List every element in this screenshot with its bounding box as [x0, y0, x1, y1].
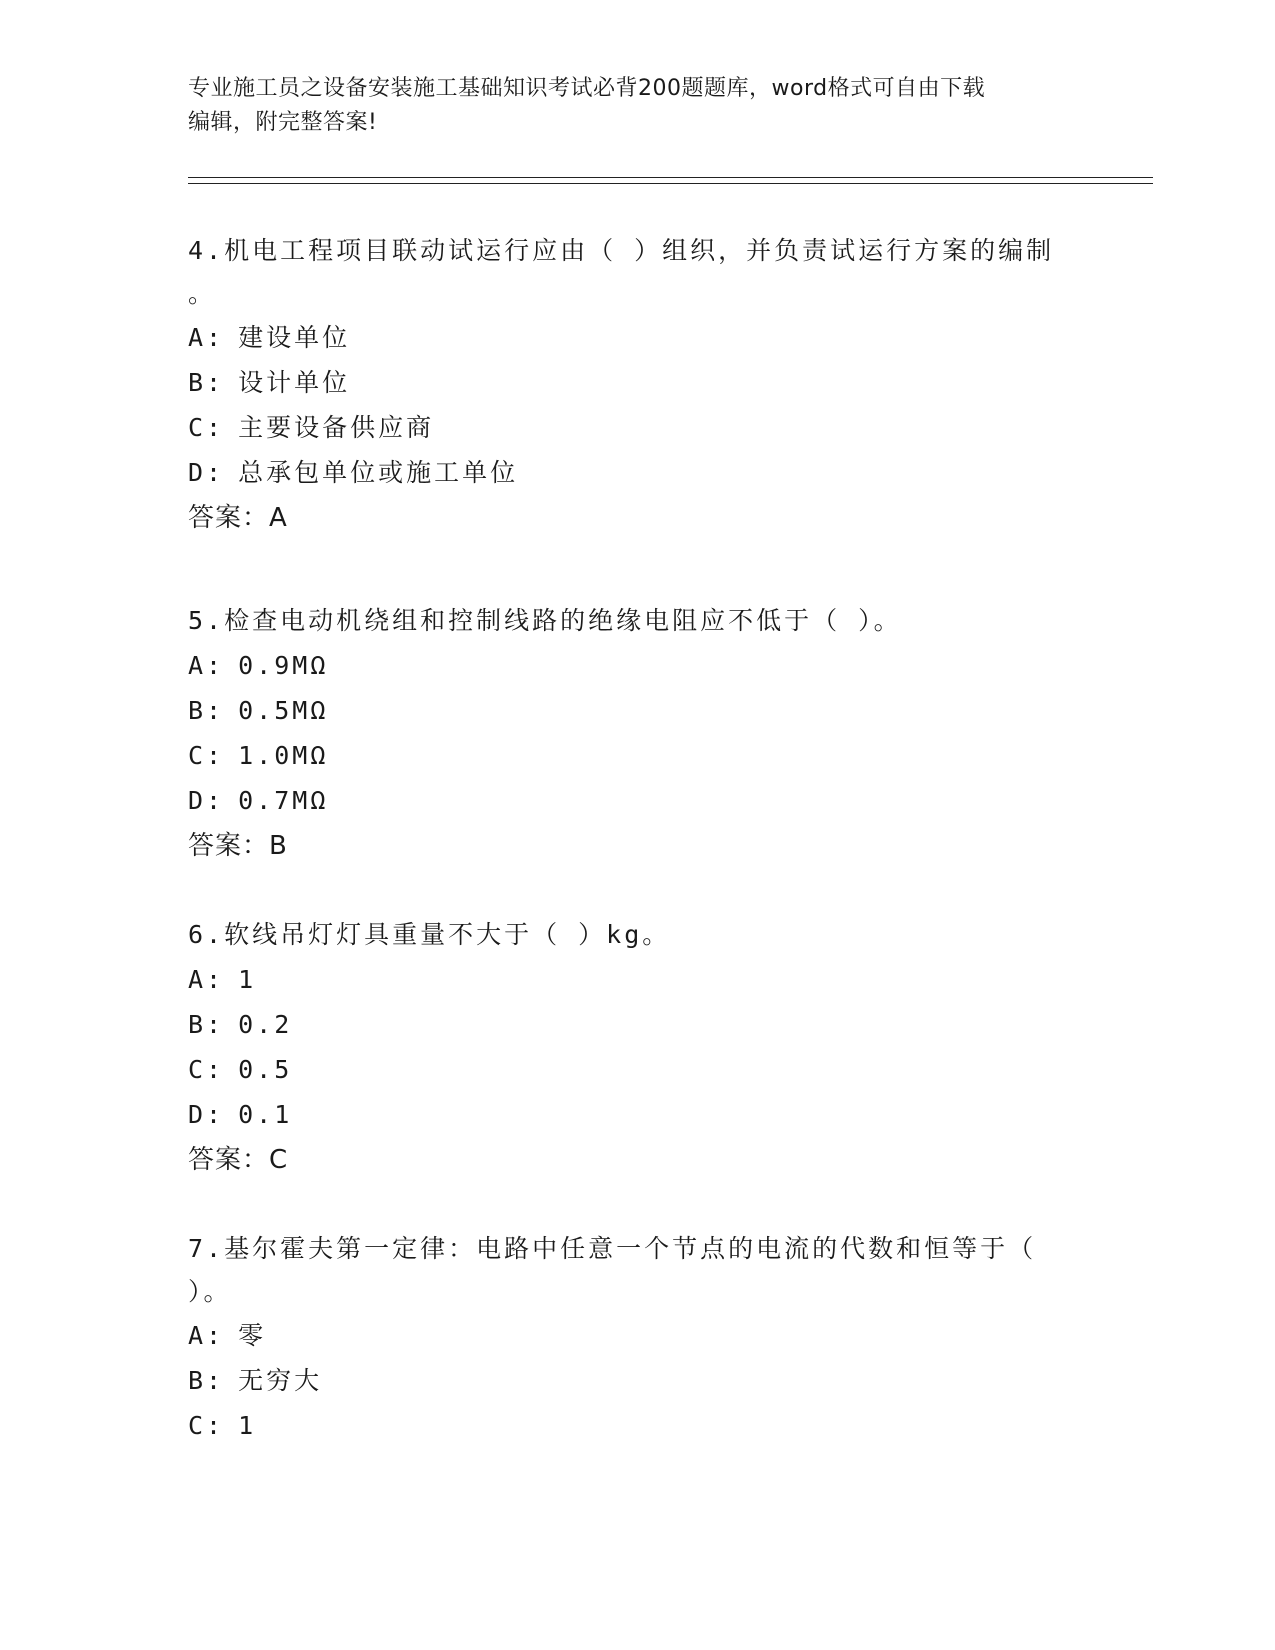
option-a [188, 957, 1088, 1002]
option-text: 1 [238, 1411, 257, 1440]
header-divider-top [188, 177, 1153, 178]
option-label: B: [188, 696, 225, 725]
option-text: 零 [238, 1321, 267, 1350]
option-label: C: [188, 1411, 225, 1440]
question-7 [188, 1226, 1088, 1448]
question-stem-continuation: 。 [188, 279, 217, 308]
answer-line: 答案：C [188, 1145, 289, 1175]
question-stem: 7.基尔霍夫第一定律：电路中任意一个节点的电流的代数和恒等于（ [188, 1234, 1037, 1263]
option-d [188, 1092, 1088, 1137]
option-label: A: [188, 1321, 225, 1350]
option-text: 1.0MΩ [238, 741, 329, 770]
document-header [188, 72, 1088, 140]
question-stem: 6.软线吊灯灯具重量不大于（ ）kg。 [188, 920, 671, 949]
question-stem: 4.机电工程项目联动试运行应由（ ）组织，并负责试运行方案的编制 [188, 236, 1055, 265]
option-label: C: [188, 741, 225, 770]
option-label: A: [188, 651, 225, 680]
question-5 [188, 598, 1088, 869]
option-text: 0.9MΩ [238, 651, 329, 680]
option-a [188, 315, 1088, 360]
header-line-1: 专业施工员之设备安装施工基础知识考试必背200题题库，word格式可自由下载 [188, 76, 986, 101]
option-text: 0.5MΩ [238, 696, 329, 725]
option-label: B: [188, 1010, 225, 1039]
option-label: B: [188, 368, 225, 397]
option-label: D: [188, 1100, 225, 1129]
question-stem: 5.检查电动机绕组和控制线路的绝缘电阻应不低于（ ）。 [188, 606, 902, 635]
header-divider-bottom [188, 183, 1153, 184]
option-d [188, 778, 1088, 823]
option-text: 0.1 [238, 1100, 293, 1129]
option-b [188, 1002, 1088, 1047]
option-text: 0.5 [238, 1055, 293, 1084]
option-text: 0.7MΩ [238, 786, 329, 815]
option-label: D: [188, 786, 225, 815]
question-6 [188, 912, 1088, 1183]
header-line-2: 编辑，附完整答案! [188, 110, 378, 135]
option-label: C: [188, 413, 225, 442]
option-text: 1 [238, 965, 257, 994]
answer-line: 答案：B [188, 831, 288, 861]
option-label: A: [188, 965, 225, 994]
option-c [188, 733, 1088, 778]
option-b [188, 688, 1088, 733]
option-text: 主要设备供应商 [238, 413, 435, 442]
option-c [188, 405, 1088, 450]
option-d [188, 450, 1088, 495]
option-text: 无穷大 [238, 1366, 323, 1395]
question-4 [188, 228, 1088, 541]
option-c [188, 1047, 1088, 1092]
option-b [188, 360, 1088, 405]
option-a [188, 643, 1088, 688]
option-label: D: [188, 458, 225, 487]
option-a [188, 1313, 1088, 1358]
option-label: C: [188, 1055, 225, 1084]
option-text: 0.2 [238, 1010, 293, 1039]
option-label: B: [188, 1366, 225, 1395]
answer-line: 答案：A [188, 503, 288, 533]
option-label: A: [188, 323, 225, 352]
option-text: 建设单位 [238, 323, 351, 352]
option-c [188, 1403, 1088, 1448]
option-b [188, 1358, 1088, 1403]
option-text: 设计单位 [238, 368, 351, 397]
question-stem-continuation: ）。 [188, 1277, 232, 1306]
option-text: 总承包单位或施工单位 [238, 458, 519, 487]
